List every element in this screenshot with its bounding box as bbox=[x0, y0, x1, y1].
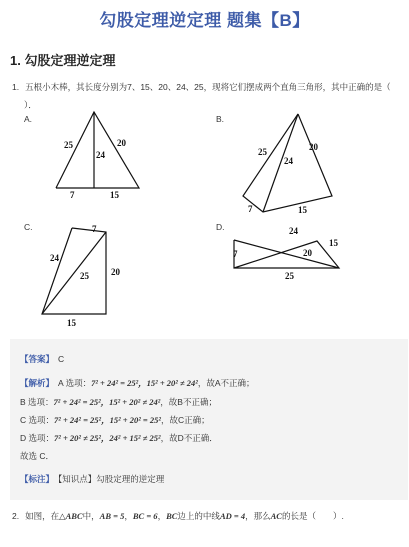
fig-a-label-mid: 24 bbox=[96, 150, 105, 160]
answer-label: 【答案】 bbox=[20, 354, 55, 364]
fig-d-label-top: 24 bbox=[289, 226, 298, 236]
answer-row bbox=[20, 353, 64, 365]
option-a-label: A. bbox=[24, 114, 33, 124]
line-b-math: 7² + 24² = 25²，15² + 20² ≠ 24² bbox=[53, 397, 161, 407]
q2-text-start: 如图，在△ bbox=[25, 511, 66, 521]
fig-d-label-left: 7 bbox=[233, 249, 238, 259]
line-c-prefix: C 选项： bbox=[20, 415, 55, 425]
answer-value: C bbox=[58, 354, 65, 364]
q2-text-end: 的长是（ ）. bbox=[281, 511, 344, 521]
page-title: 勾股定理逆定理 题集【B】 bbox=[99, 11, 310, 30]
fig-b-label-right: 20 bbox=[309, 142, 318, 152]
question-text: 五根小木棒，其长度分别为7、15、20、24、25，现将它们摆成两个直角三角形，其中正确的是（ bbox=[25, 82, 391, 92]
fig-c-label-top: 7 bbox=[92, 224, 97, 234]
option-c-label: C. bbox=[24, 222, 33, 232]
option-d-label: D. bbox=[216, 222, 225, 232]
conclusion: 故选 C． bbox=[20, 451, 55, 461]
fig-b-label-left: 25 bbox=[258, 147, 267, 157]
analysis-line-c bbox=[20, 414, 210, 426]
q2-abc: ABC bbox=[65, 511, 83, 521]
question-number: 1. bbox=[12, 82, 20, 92]
fig-b-label-bottom-right: 15 bbox=[298, 205, 307, 215]
fig-c-label-right: 20 bbox=[111, 267, 120, 277]
fig-b-label-mid: 24 bbox=[284, 156, 293, 166]
q2-ac: AC bbox=[270, 511, 282, 521]
q2-text-mid1: 中， bbox=[82, 511, 100, 521]
line-a-math: 7² + 24² = 25²，15² + 20² ≠ 24² bbox=[91, 378, 198, 388]
question-text-end: ）． bbox=[24, 100, 37, 110]
fig-b-label-bottom-left: 7 bbox=[248, 204, 253, 214]
fig-c-label-bottom: 15 bbox=[67, 318, 76, 328]
fig-a-label-left: 25 bbox=[64, 140, 73, 150]
line-d-math: 7² + 20² ≠ 25²，24² + 15² ≠ 25² bbox=[54, 433, 161, 443]
analysis-line-d bbox=[20, 432, 218, 444]
note-row bbox=[20, 473, 164, 485]
line-c-math: 7² + 24² = 25²，15² + 20² = 25² bbox=[54, 415, 161, 425]
fig-d-label-mid: 20 bbox=[303, 248, 312, 258]
analysis-label: 【解析】 bbox=[20, 378, 55, 388]
q2-bc2: BC bbox=[166, 511, 178, 521]
question-2-number: 2. bbox=[12, 511, 20, 521]
fig-d-label-bottom: 25 bbox=[285, 271, 294, 281]
answer-panel bbox=[10, 339, 408, 500]
q2-bc: BC = 6 bbox=[132, 511, 158, 521]
note-label: 【标注】 bbox=[20, 474, 55, 484]
question-2 bbox=[12, 510, 344, 522]
analysis-line-a bbox=[20, 377, 255, 389]
line-b-prefix: B 选项： bbox=[20, 397, 54, 407]
analysis-line-b bbox=[20, 396, 217, 408]
line-d-suffix: ，故D不正确． bbox=[160, 433, 218, 443]
line-d-prefix: D 选项： bbox=[20, 433, 55, 443]
q2-sep2: ， bbox=[157, 511, 167, 521]
q2-text-mid2: 边上的中线 bbox=[177, 511, 220, 521]
fig-a-label-right: 20 bbox=[117, 138, 126, 148]
fig-c-label-left: 24 bbox=[50, 253, 59, 263]
fig-a-label-bottom-left: 7 bbox=[70, 190, 75, 200]
option-b-label: B. bbox=[216, 114, 225, 124]
fig-a-label-bottom-right: 15 bbox=[110, 190, 119, 200]
q2-ad: AD = 4 bbox=[219, 511, 246, 521]
fig-d-label-right: 15 bbox=[329, 238, 338, 248]
q2-sep1: ， bbox=[124, 511, 133, 521]
line-a-suffix: ，故A不正确； bbox=[197, 378, 255, 388]
q2-text-mid3: ，那么 bbox=[245, 511, 271, 521]
section-title: 1. 勾股定理逆定理 bbox=[10, 53, 116, 68]
line-b-suffix: ，故B不正确； bbox=[160, 397, 217, 407]
note-text: 【知识点】勾股定理的逆定理 bbox=[58, 474, 165, 484]
fig-c-label-mid: 25 bbox=[80, 271, 89, 281]
line-a-prefix: A 选项： bbox=[58, 378, 92, 388]
line-c-suffix: ，故C正确； bbox=[160, 415, 210, 425]
q2-ab: AB = 5 bbox=[99, 511, 125, 521]
